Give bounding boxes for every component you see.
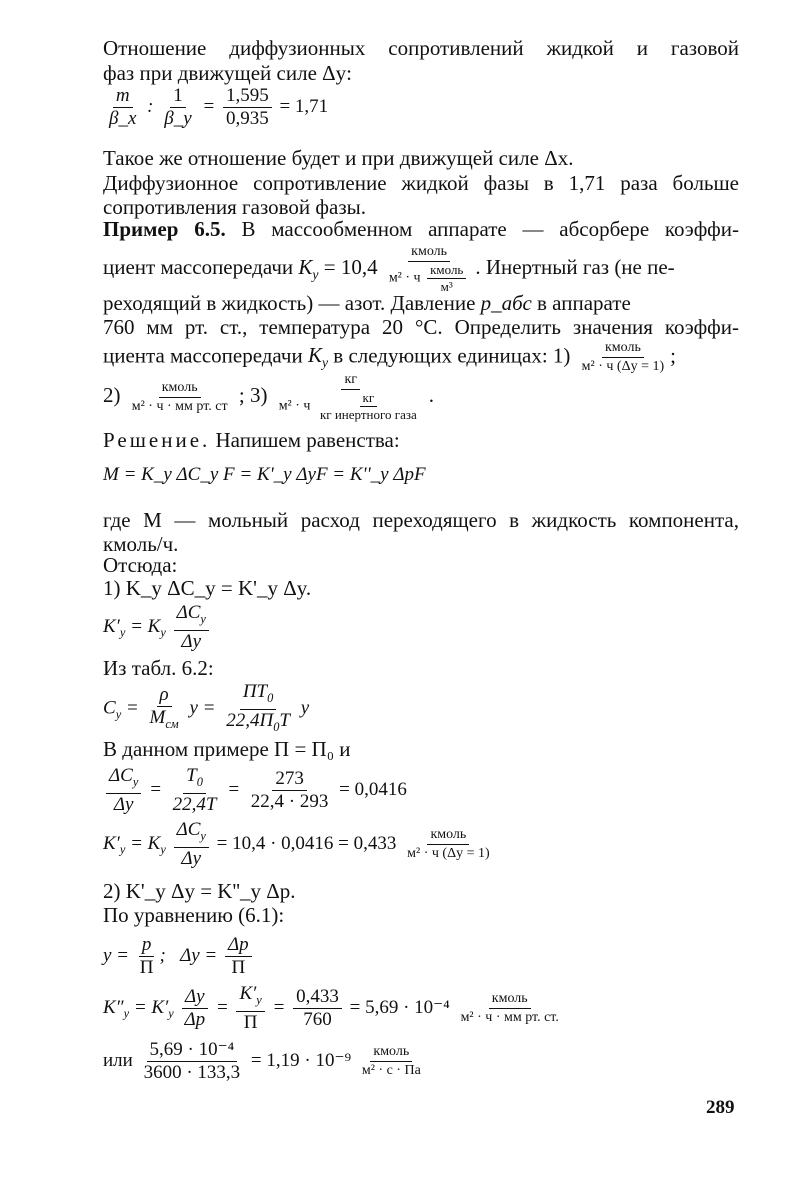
text-line: 1) K_y ΔC_y = K'_y Δy.: [103, 576, 312, 600]
formula-resistance-ratio: $\frac{m}{\beta\_x}$ : $\frac{1}{\beta\_y}$ = $\frac{1,595}{0,935}$ = 1,71: [109, 85, 329, 129]
text-line: В данном примере П = П₀ и: [103, 737, 351, 761]
text-line: циента массопередачи $K_y$ в следующих единицах: 1) кмоль м² · ч (Δy = 1) ;: [103, 340, 676, 374]
text-line: Такое же отношение будет и при движущей силе Δx.: [103, 146, 574, 170]
text-line: фаз при движущей силе Δy:: [103, 61, 352, 85]
text-line: По уравнению (6.1):: [103, 903, 285, 927]
solution-line: Решение. Напишем равенства:: [103, 428, 400, 452]
text-line: Диффузионное сопротивление жидкой фазы в 1,71 раза больше: [103, 171, 739, 195]
formula-cy: $C_y$ = ρ $M_{см}$ y = $ПT_0$ $22,4П_0T$ y: [103, 681, 310, 734]
text-line: 2) кмоль м² · ч · мм рт. ст ; 3) кг м² · ч кг кг инертного газа .: [103, 372, 435, 422]
text-line: 760 мм рт. ст., температура 20 °C. Определить значения коэффи-: [103, 315, 739, 339]
text-line: Отношение диффузионных сопротивлений жидкой и газовой: [103, 36, 739, 60]
formula-y: y = p П ; Δy = Δp П: [103, 935, 255, 978]
text-line: сопротивления газовой фазы.: [103, 195, 366, 219]
text-line: Из табл. 6.2:: [103, 656, 214, 680]
text-line: кмоль/ч.: [103, 532, 179, 556]
example-label: Пример 6.5.: [103, 217, 226, 241]
formula-si: или $\frac{\text{5,69 · 10⁻⁴}}{3600 \cdot 133,3}$ = 1,19 · 10⁻⁹ кмоль м² · с · Па: [103, 1039, 421, 1083]
text-line: Отсюда:: [103, 553, 178, 577]
text-line: где M — мольный расход переходящего в жидкость компонента,: [103, 508, 739, 532]
solution-label: Решение.: [103, 428, 211, 452]
formula-kdoubleprime: $K''_y = K'_y$ $\frac{\Delta y}{\Delta p}$ = $K'_y$ П = $\frac{0,433}{760}$ = 5,69 · 10⁻⁴ кмоль м² · ч · мм рт. ст.: [103, 983, 559, 1033]
formula-M: M = K_y ΔC_y F = K'_y ΔyF = K''_y ΔpF: [103, 464, 426, 485]
example-heading-line: Пример 6.5. В массообменном аппарате — абсорбере коэффи-: [103, 217, 740, 241]
formula-kprime: $K'_y = K_y$ $\Delta C_y$ Δy: [103, 603, 212, 652]
text-line: циент массопередачи $K_y = 10,4$ кмоль м² · ч кмоль м³ . Инертный газ (не пе-: [103, 244, 675, 294]
formula-kprime-value: $K'_y = K_y$ $\Delta C_y$ Δy = 10,4 · 0,0416 = 0,433 кмоль м² · ч (Δy = 1): [103, 819, 490, 869]
formula-ratio: $\Delta C_y$ Δy = $\frac{T_0}{22,4T}$ = $\frac{273}{22,4 \cdot 293}$ = 0,0416: [103, 766, 407, 815]
text-line: 2) K'_y Δy = K''_y Δp.: [103, 879, 296, 903]
page-number: 289: [706, 1097, 735, 1118]
text-line: реходящий в жидкость) — азот. Давление p_абс в аппарате: [103, 291, 631, 315]
